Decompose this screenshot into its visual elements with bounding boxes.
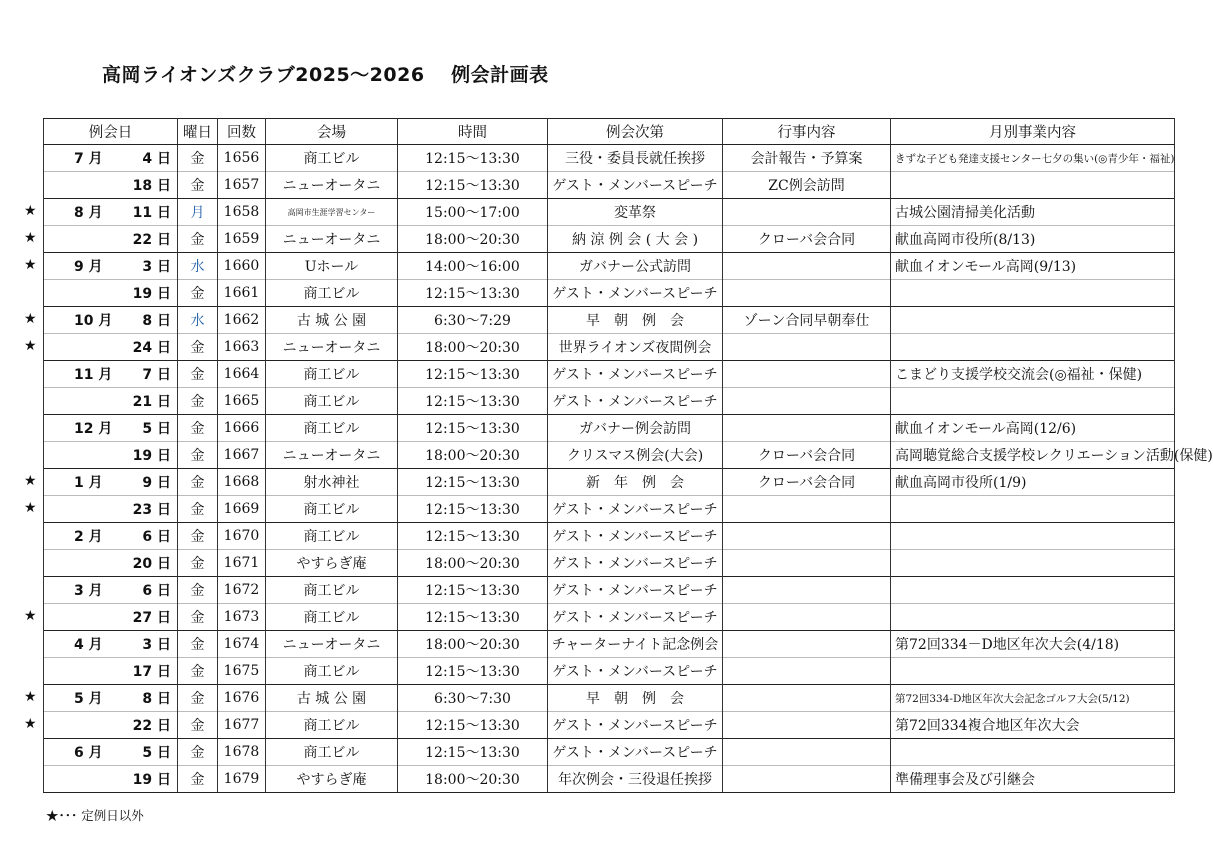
time-cell: 12:15～13:30	[398, 604, 548, 631]
program-cell: ゲスト・メンバースピーチ	[548, 577, 723, 604]
month-cell	[44, 442, 124, 469]
program-cell: 世界ライオンズ夜間例会	[548, 334, 723, 361]
weekday-cell: 金	[178, 226, 218, 253]
program-cell: ゲスト・メンバースピーチ	[548, 388, 723, 415]
monthly-activity-cell	[891, 172, 1175, 199]
monthly-activity-cell	[891, 658, 1175, 685]
event-cell: クローバ会合同	[723, 442, 891, 469]
venue-cell: 商工ビル	[266, 280, 398, 307]
day-cell: 6 日	[124, 523, 178, 550]
header-program: 例会次第	[548, 119, 723, 145]
monthly-activity-cell: きずな子ども発達支援センター七夕の集い(◎青少年・福祉)	[891, 145, 1175, 172]
program-cell: ゲスト・メンバースピーチ	[548, 496, 723, 523]
meeting-number-cell: 1664	[218, 361, 266, 388]
monthly-activity-cell: 第72回334-D地区年次大会記念ゴルフ大会(5/12)	[891, 685, 1175, 712]
meeting-number-cell: 1666	[218, 415, 266, 442]
table-row	[44, 631, 1175, 658]
event-cell: 会計報告・予算案	[723, 145, 891, 172]
program-cell: ゲスト・メンバースピーチ	[548, 280, 723, 307]
monthly-activity-cell: 高岡聴覚総合支援学校レクリエーション活動(保健)	[891, 442, 1175, 469]
weekday-cell: 金	[178, 631, 218, 658]
time-cell: 18:00～20:30	[398, 631, 548, 658]
day-cell: 3 日	[124, 631, 178, 658]
program-cell: ゲスト・メンバースピーチ	[548, 550, 723, 577]
monthly-activity-cell: 献血高岡市役所(1/9)	[891, 469, 1175, 496]
meeting-number-cell: 1676	[218, 685, 266, 712]
table-row	[44, 658, 1175, 685]
venue-cell: 商工ビル	[266, 496, 398, 523]
month-cell: 3 月	[44, 577, 124, 604]
table-row	[44, 226, 1175, 253]
event-cell	[723, 550, 891, 577]
header-date: 例会日	[44, 119, 178, 145]
venue-cell: 高岡市生涯学習センター	[266, 199, 398, 226]
day-cell: 8 日	[124, 685, 178, 712]
event-cell	[723, 523, 891, 550]
venue-cell: ニューオータニ	[266, 631, 398, 658]
day-cell: 4 日	[124, 145, 178, 172]
day-cell: 23 日	[124, 496, 178, 523]
venue-cell: 商工ビル	[266, 712, 398, 739]
table-row	[44, 604, 1175, 631]
monthly-activity-cell: 献血イオンモール高岡(9/13)	[891, 253, 1175, 280]
monthly-activity-cell	[891, 334, 1175, 361]
program-cell: ゲスト・メンバースピーチ	[548, 172, 723, 199]
monthly-activity-cell	[891, 496, 1175, 523]
event-cell: ゾーン合同早朝奉仕	[723, 307, 891, 334]
program-cell: 新 年 例 会	[548, 469, 723, 496]
monthly-activity-cell	[891, 604, 1175, 631]
monthly-activity-cell	[891, 577, 1175, 604]
table-row	[44, 577, 1175, 604]
meeting-number-cell: 1679	[218, 766, 266, 793]
event-cell	[723, 388, 891, 415]
month-cell	[44, 334, 124, 361]
venue-cell: 商工ビル	[266, 145, 398, 172]
program-cell: ゲスト・メンバースピーチ	[548, 604, 723, 631]
non-regular-star-mark: ★	[24, 203, 37, 219]
month-cell	[44, 496, 124, 523]
venue-cell: やすらぎ庵	[266, 766, 398, 793]
time-cell: 12:15～13:30	[398, 496, 548, 523]
time-cell: 18:00～20:30	[398, 442, 548, 469]
weekday-cell: 金	[178, 712, 218, 739]
program-cell: ゲスト・メンバースピーチ	[548, 658, 723, 685]
venue-cell: 商工ビル	[266, 523, 398, 550]
time-cell: 15:00～17:00	[398, 199, 548, 226]
time-cell: 18:00～20:30	[398, 766, 548, 793]
venue-cell: 射水神社	[266, 469, 398, 496]
program-cell: 早 朝 例 会	[548, 307, 723, 334]
meeting-number-cell: 1660	[218, 253, 266, 280]
table-row	[44, 469, 1175, 496]
venue-cell: ニューオータニ	[266, 442, 398, 469]
venue-cell: ニューオータニ	[266, 334, 398, 361]
program-cell: ガバナー例会訪問	[548, 415, 723, 442]
time-cell: 6:30～7:30	[398, 685, 548, 712]
month-cell	[44, 658, 124, 685]
monthly-activity-cell: 献血イオンモール高岡(12/6)	[891, 415, 1175, 442]
header-row	[44, 119, 1175, 145]
day-cell: 17 日	[124, 658, 178, 685]
month-cell	[44, 604, 124, 631]
month-cell	[44, 388, 124, 415]
monthly-activity-cell: 第72回334－D地区年次大会(4/18)	[891, 631, 1175, 658]
monthly-activity-cell	[891, 523, 1175, 550]
weekday-cell: 金	[178, 442, 218, 469]
month-cell	[44, 550, 124, 577]
event-cell	[723, 739, 891, 766]
event-cell: クローバ会合同	[723, 226, 891, 253]
table-row	[44, 766, 1175, 793]
program-cell: 年次例会・三役退任挨拶	[548, 766, 723, 793]
weekday-cell: 金	[178, 280, 218, 307]
meeting-number-cell: 1667	[218, 442, 266, 469]
weekday-cell: 金	[178, 658, 218, 685]
weekday-cell: 金	[178, 523, 218, 550]
time-cell: 18:00～20:30	[398, 334, 548, 361]
event-cell	[723, 604, 891, 631]
event-cell	[723, 415, 891, 442]
day-cell: 6 日	[124, 577, 178, 604]
day-cell: 21 日	[124, 388, 178, 415]
time-cell: 12:15～13:30	[398, 388, 548, 415]
header-venue: 会場	[266, 119, 398, 145]
table-row	[44, 415, 1175, 442]
month-cell: 8 月	[44, 199, 124, 226]
weekday-cell: 金	[178, 577, 218, 604]
table-row	[44, 199, 1175, 226]
weekday-cell: 金	[178, 685, 218, 712]
event-cell	[723, 199, 891, 226]
header-event: 行事内容	[723, 119, 891, 145]
time-cell: 12:15～13:30	[398, 739, 548, 766]
table-row	[44, 550, 1175, 577]
venue-cell: 古 城 公 園	[266, 685, 398, 712]
meeting-number-cell: 1656	[218, 145, 266, 172]
month-cell: 10 月	[44, 307, 124, 334]
venue-cell: 古 城 公 園	[266, 307, 398, 334]
non-regular-star-mark: ★	[24, 473, 37, 489]
weekday-cell: 金	[178, 145, 218, 172]
day-cell: 5 日	[124, 415, 178, 442]
event-cell	[723, 361, 891, 388]
meeting-number-cell: 1677	[218, 712, 266, 739]
meeting-number-cell: 1678	[218, 739, 266, 766]
time-cell: 12:15～13:30	[398, 172, 548, 199]
non-regular-star-mark: ★	[24, 716, 37, 732]
program-cell: 早 朝 例 会	[548, 685, 723, 712]
day-cell: 11 日	[124, 199, 178, 226]
month-cell: 6 月	[44, 739, 124, 766]
weekday-cell: 金	[178, 469, 218, 496]
weekday-cell: 金	[178, 766, 218, 793]
monthly-activity-cell	[891, 307, 1175, 334]
event-cell	[723, 766, 891, 793]
time-cell: 12:15～13:30	[398, 361, 548, 388]
event-cell	[723, 334, 891, 361]
header-weekday: 曜日	[178, 119, 218, 145]
meeting-number-cell: 1671	[218, 550, 266, 577]
venue-cell: ニューオータニ	[266, 172, 398, 199]
time-cell: 12:15～13:30	[398, 577, 548, 604]
day-cell: 5 日	[124, 739, 178, 766]
program-cell: クリスマス例会(大会)	[548, 442, 723, 469]
meeting-number-cell: 1669	[218, 496, 266, 523]
venue-cell: 商工ビル	[266, 658, 398, 685]
time-cell: 12:15～13:30	[398, 523, 548, 550]
weekday-cell: 水	[178, 307, 218, 334]
table-row	[44, 253, 1175, 280]
event-cell	[723, 685, 891, 712]
meeting-number-cell: 1675	[218, 658, 266, 685]
weekday-cell: 金	[178, 172, 218, 199]
program-cell: ゲスト・メンバースピーチ	[548, 712, 723, 739]
event-cell	[723, 712, 891, 739]
program-cell: ゲスト・メンバースピーチ	[548, 523, 723, 550]
monthly-activity-cell: 献血高岡市役所(8/13)	[891, 226, 1175, 253]
meeting-number-cell: 1661	[218, 280, 266, 307]
venue-cell: 商工ビル	[266, 739, 398, 766]
day-cell: 18 日	[124, 172, 178, 199]
time-cell: 12:15～13:30	[398, 280, 548, 307]
event-cell	[723, 253, 891, 280]
monthly-activity-cell	[891, 280, 1175, 307]
weekday-cell: 水	[178, 253, 218, 280]
day-cell: 7 日	[124, 361, 178, 388]
month-cell	[44, 280, 124, 307]
day-cell: 24 日	[124, 334, 178, 361]
venue-cell: やすらぎ庵	[266, 550, 398, 577]
non-regular-star-mark: ★	[24, 338, 37, 354]
time-cell: 18:00～20:30	[398, 226, 548, 253]
non-regular-star-mark: ★	[24, 230, 37, 246]
day-cell: 19 日	[124, 280, 178, 307]
meeting-number-cell: 1672	[218, 577, 266, 604]
meeting-number-cell: 1662	[218, 307, 266, 334]
month-cell	[44, 766, 124, 793]
time-cell: 12:15～13:30	[398, 145, 548, 172]
meeting-number-cell: 1670	[218, 523, 266, 550]
weekday-cell: 金	[178, 334, 218, 361]
header-time: 時間	[398, 119, 548, 145]
monthly-activity-cell: 古城公園清掃美化活動	[891, 199, 1175, 226]
day-cell: 9 日	[124, 469, 178, 496]
month-cell: 1 月	[44, 469, 124, 496]
meeting-number-cell: 1668	[218, 469, 266, 496]
month-cell: 5 月	[44, 685, 124, 712]
table-row	[44, 145, 1175, 172]
header-monthly: 月別事業内容	[891, 119, 1175, 145]
day-cell: 22 日	[124, 226, 178, 253]
time-cell: 12:15～13:30	[398, 469, 548, 496]
weekday-cell: 金	[178, 550, 218, 577]
program-cell: ガバナー公式訪問	[548, 253, 723, 280]
footnote: ★･･･ 定例日以外	[46, 808, 144, 823]
meeting-number-cell: 1663	[218, 334, 266, 361]
meeting-number-cell: 1674	[218, 631, 266, 658]
venue-cell: 商工ビル	[266, 388, 398, 415]
table-row	[44, 523, 1175, 550]
weekday-cell: 月	[178, 199, 218, 226]
meeting-number-cell: 1659	[218, 226, 266, 253]
venue-cell: 商工ビル	[266, 604, 398, 631]
table-row	[44, 361, 1175, 388]
event-cell: クローバ会合同	[723, 469, 891, 496]
month-cell	[44, 172, 124, 199]
program-cell: 変革祭	[548, 199, 723, 226]
monthly-activity-cell: こまどり支援学校交流会(◎福祉・保健)	[891, 361, 1175, 388]
month-cell: 12 月	[44, 415, 124, 442]
venue-cell: 商工ビル	[266, 577, 398, 604]
day-cell: 3 日	[124, 253, 178, 280]
day-cell: 22 日	[124, 712, 178, 739]
program-cell: 納 涼 例 会 ( 大 会 )	[548, 226, 723, 253]
day-cell: 27 日	[124, 604, 178, 631]
table-row	[44, 442, 1175, 469]
weekday-cell: 金	[178, 388, 218, 415]
event-cell	[723, 577, 891, 604]
weekday-cell: 金	[178, 739, 218, 766]
header-number: 回数	[218, 119, 266, 145]
program-cell: 三役・委員長就任挨拶	[548, 145, 723, 172]
weekday-cell: 金	[178, 361, 218, 388]
table-row	[44, 307, 1175, 334]
meeting-number-cell: 1673	[218, 604, 266, 631]
table-row	[44, 496, 1175, 523]
non-regular-star-mark: ★	[24, 689, 37, 705]
venue-cell: Uホール	[266, 253, 398, 280]
monthly-activity-cell: 準備理事会及び引継会	[891, 766, 1175, 793]
table-row	[44, 739, 1175, 766]
month-cell: 7 月	[44, 145, 124, 172]
month-cell	[44, 712, 124, 739]
month-cell: 4 月	[44, 631, 124, 658]
time-cell: 18:00～20:30	[398, 550, 548, 577]
program-cell: チャーターナイト記念例会	[548, 631, 723, 658]
time-cell: 12:15～13:30	[398, 415, 548, 442]
table-row	[44, 685, 1175, 712]
weekday-cell: 金	[178, 415, 218, 442]
program-cell: ゲスト・メンバースピーチ	[548, 361, 723, 388]
event-cell	[723, 658, 891, 685]
meeting-schedule-table	[43, 118, 1213, 793]
day-cell: 8 日	[124, 307, 178, 334]
weekday-cell: 金	[178, 604, 218, 631]
program-cell: ゲスト・メンバースピーチ	[548, 739, 723, 766]
table-row	[44, 334, 1175, 361]
schedule-body	[44, 145, 1213, 793]
non-regular-star-mark: ★	[24, 608, 37, 624]
day-cell: 19 日	[124, 766, 178, 793]
monthly-activity-cell: 第72回334複合地区年次大会	[891, 712, 1175, 739]
non-regular-star-mark: ★	[24, 257, 37, 273]
meeting-number-cell: 1665	[218, 388, 266, 415]
time-cell: 6:30～7:29	[398, 307, 548, 334]
month-cell: 2 月	[44, 523, 124, 550]
weekday-cell: 金	[178, 496, 218, 523]
table-row	[44, 712, 1175, 739]
non-regular-star-mark: ★	[24, 311, 37, 327]
day-cell: 19 日	[124, 442, 178, 469]
event-cell	[723, 280, 891, 307]
event-cell	[723, 631, 891, 658]
monthly-activity-cell	[891, 388, 1175, 415]
event-cell	[723, 496, 891, 523]
non-regular-star-mark: ★	[24, 500, 37, 516]
meeting-number-cell: 1658	[218, 199, 266, 226]
venue-cell: ニューオータニ	[266, 226, 398, 253]
monthly-activity-cell	[891, 739, 1175, 766]
monthly-activity-cell	[891, 550, 1175, 577]
time-cell: 12:15～13:30	[398, 658, 548, 685]
venue-cell: 商工ビル	[266, 361, 398, 388]
time-cell: 12:15～13:30	[398, 712, 548, 739]
table-row	[44, 280, 1175, 307]
table-row	[44, 388, 1175, 415]
event-cell: ZC例会訪問	[723, 172, 891, 199]
meeting-number-cell: 1657	[218, 172, 266, 199]
day-cell: 20 日	[124, 550, 178, 577]
table-row	[44, 172, 1175, 199]
month-cell: 11 月	[44, 361, 124, 388]
month-cell	[44, 226, 124, 253]
month-cell: 9 月	[44, 253, 124, 280]
venue-cell: 商工ビル	[266, 415, 398, 442]
time-cell: 14:00～16:00	[398, 253, 548, 280]
page-title: 高岡ライオンズクラブ2025～2026 例会計画表	[102, 64, 549, 86]
